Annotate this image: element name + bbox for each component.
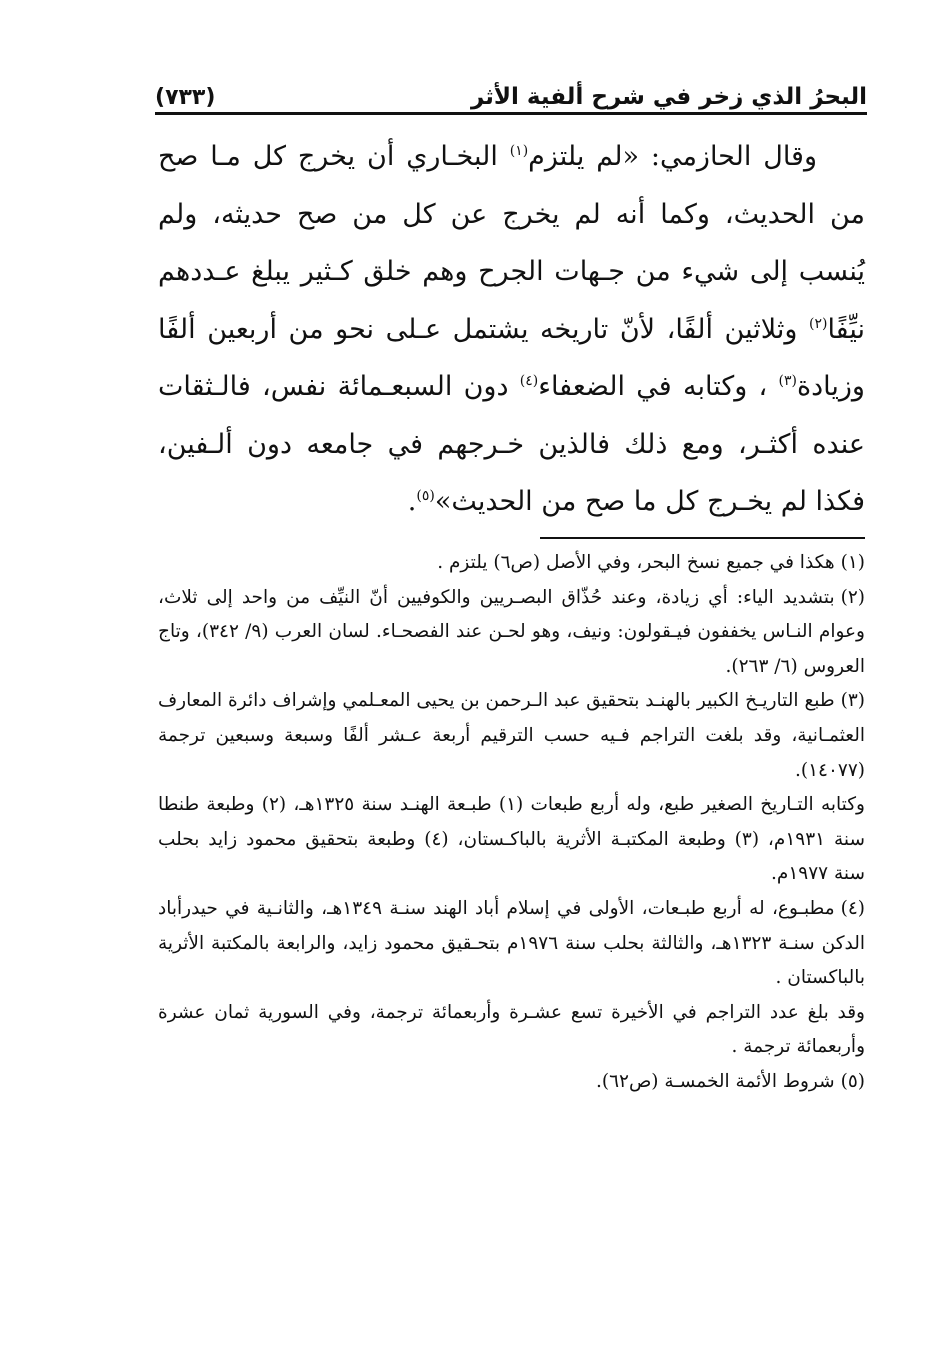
note-ref: (٢) [808, 315, 828, 332]
note-ref: (٥) [416, 488, 435, 504]
footnote-3-continuation: وكتابه التـاريخ الصغير طبع، وله أربع طبعات (١) طبـعة الهنـد سنة ١٣٢٥هـ، (٢) وطبعة طنطا سنة ١٩٣١م، (٣) وطبعة المكتبـة الأثرية بالباكـستان، (٤) وطبعة بتحقيق محمود زايد بحلب سنة ١٩٧٧م. [158, 794, 866, 885]
footnote-text: مطبـوع، له أربع طبـعات، الأولى في إسلام أباد الهند سنـة ١٣٤٩هـ، والثانـية في حيدرأباد الدكن سنـة ١٣٢٣هـ، والثالثة بحلب سنة ١٩٧٦م بتحـقيق محمود زايد، والرابعة بالمكتبة الأثرية بالباكستان . [158, 897, 866, 989]
footnote-text: شروط الأئمة الخمسـة (ص٦٢). [595, 1070, 835, 1092]
footnote-text: طبع التاريـخ الكبير بالهنـد بتحقيق عبد الـرحمن بن يحيى المعـلمي وإشراف دائرة المعارف العثمـانية، وقد بلغت التراجم فـيه حسب الترقيم أربعة عـشر ألفًا وسبعة وسبعين ترجمة (١٤٠٧٧). [158, 690, 865, 781]
footnotes [158, 546, 865, 1100]
footnote-3 [158, 684, 865, 788]
footnote-number: (٣) [840, 690, 865, 712]
paragraph-segment: ، وكتابه في الضعفاء [538, 371, 779, 402]
main-paragraph [158, 128, 865, 531]
footnote-4 [158, 892, 865, 996]
paragraph-segment: وقال الحازمي: «لم يلتزم [528, 141, 817, 172]
page-header [155, 70, 867, 110]
paragraph-segment: . [407, 486, 417, 517]
footnote-5 [158, 1065, 865, 1100]
paragraph-segment: دون السبعـمائة نفس، فالـثقات عنده أكثـر، ومع ذلك فالذين خـرجهم في جامعه دون ألـفين، فكذا لم يخـرج كل ما صح من الحديث» [158, 371, 865, 517]
note-ref: (٣) [778, 373, 797, 389]
paragraph-segment: البخـاري أن يخرج كل مـا صح من الحديث، وكما أنه لم يخرج عن كل من صح حديثه، ولم يُنسب إلى شيء من جـهات الجرح وهم خلق كـثير يبلغ عـددهم نيِّفًا [158, 141, 865, 345]
footnote-1 [158, 546, 865, 581]
paragraph-segment: وثلاثين ألفًا، لأنّ تاريخه يشتمل عـلى نحو من أربعين ألفًا وزيادة [158, 313, 865, 402]
footnote-text: هكذا في جميع نسخ البحر، وفي الأصل (ص٦) يلتزم . [437, 552, 835, 573]
main-text [158, 128, 865, 531]
footnote-number: (١) [840, 552, 865, 573]
footnote-rule [540, 537, 865, 539]
note-ref: (٤) [519, 373, 539, 389]
note-ref: (١) [509, 143, 529, 159]
footnote-number: (٥) [840, 1070, 865, 1092]
footnote-number: (٤) [840, 897, 865, 919]
page-number: (٧٣٣) [155, 85, 216, 110]
footnote-number: (٢) [840, 586, 865, 608]
header-rule [155, 112, 867, 115]
running-title: البحرُ الذي زخر في شرح ألفية الأثر [470, 84, 867, 110]
footnote-text: بتشديد الياء: أي زيادة، وعند حُذّاق البصـريين والكوفيين أنّ النيِّف من واحد إلى ثلاث، وعوام النـاس يخففون فيـقولون: ونيف، وهو لحـن عند الفصحـاء. لسان العرب (٩/ ٣٤٢)، وتاج العروس (٦/ ٢٦٣). [158, 586, 865, 677]
footnote-4-continuation: وقد بلغ عدد التراجم في الأخيرة تسع عشـرة وأربعمائة ترجمة، وفي السورية ثمان عشرة وأربعمائة ترجمة . [158, 1001, 865, 1058]
footnote-2 [158, 581, 865, 685]
